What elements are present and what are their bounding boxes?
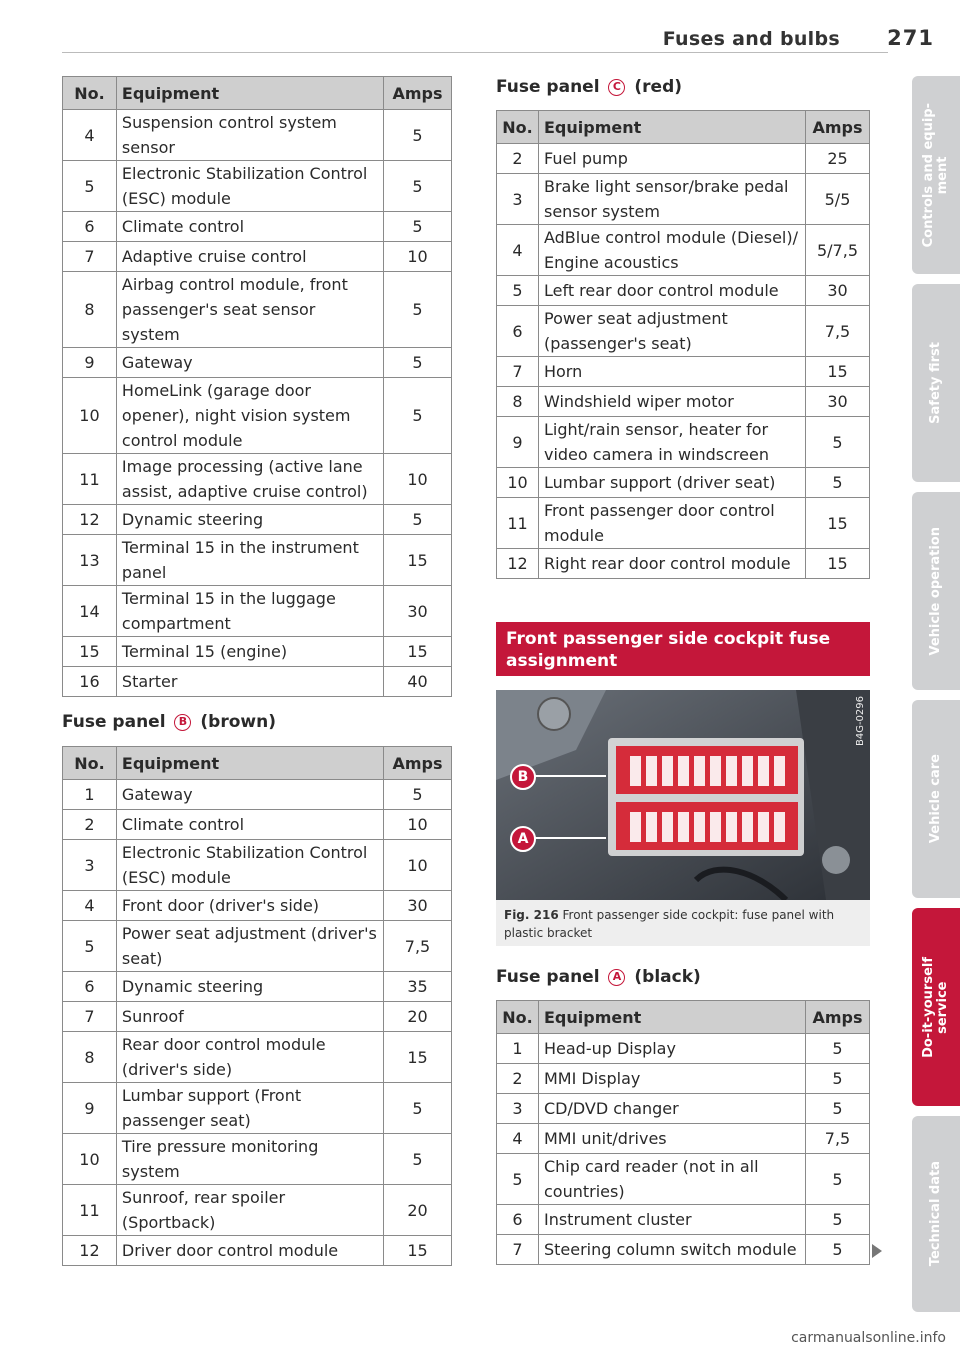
table-row <box>63 1083 452 1134</box>
fuse-equipment: Lumbar support (Front passenger seat) <box>116 1083 383 1134</box>
fuse-equipment: Suspension control system sensor <box>116 110 383 161</box>
table-row <box>63 161 452 212</box>
fuse-equipment: AdBlue control module (Diesel)/ Engine acoustics <box>538 225 805 276</box>
fuse-number: 6 <box>497 306 539 357</box>
fuse-equipment: Right rear door control module <box>538 549 805 579</box>
fuse-amps: 5/5 <box>806 174 870 225</box>
fuse-number: 3 <box>63 840 117 891</box>
col-header-no: No. <box>497 1001 539 1034</box>
fuse-amps: 5 <box>806 1154 870 1205</box>
figure-code: B4G-0296 <box>855 696 866 747</box>
tab-do-it-yourself[interactable] <box>912 908 960 1106</box>
fuse-amps: 20 <box>384 1185 452 1236</box>
fuse-equipment: CD/DVD changer <box>538 1094 805 1124</box>
tab-vehicle-care[interactable] <box>912 700 960 898</box>
fuse-amps: 5 <box>384 110 452 161</box>
fuse-amps: 15 <box>806 357 870 387</box>
table-row <box>63 637 452 667</box>
panel-c-circle-icon: C <box>608 79 625 96</box>
tab-label: Technical data <box>928 1161 943 1267</box>
table-row <box>497 1205 870 1235</box>
fuse-amps: 5 <box>384 505 452 535</box>
fuse-amps: 7,5 <box>384 921 452 972</box>
fuse-table-panel-a <box>496 1000 870 1265</box>
fuse-number: 4 <box>63 110 117 161</box>
fuse-number: 3 <box>497 1094 539 1124</box>
table-row <box>63 505 452 535</box>
table-row <box>497 387 870 417</box>
fuse-number: 6 <box>63 212 117 242</box>
table-row <box>63 454 452 505</box>
page-number: 271 <box>887 26 934 50</box>
fuse-amps: 5 <box>806 1235 870 1265</box>
fuse-amps: 5 <box>806 1094 870 1124</box>
fuse-equipment: Front passenger door control module <box>538 498 805 549</box>
fuse-amps: 5 <box>806 1205 870 1235</box>
fuse-amps: 15 <box>384 535 452 586</box>
fuse-number: 9 <box>63 1083 117 1134</box>
table-row <box>63 272 452 348</box>
fuse-equipment: Dynamic steering <box>116 972 383 1002</box>
fuse-equipment: Climate control <box>116 810 383 840</box>
fuse-equipment: MMI Display <box>538 1064 805 1094</box>
fuse-number: 5 <box>63 161 117 212</box>
fuse-equipment: Tire pressure monitoring system <box>116 1134 383 1185</box>
fuse-equipment: Instrument cluster <box>538 1205 805 1235</box>
table-row <box>63 586 452 637</box>
col-header-equipment: Equipment <box>116 747 383 780</box>
fuse-number: 16 <box>63 667 117 697</box>
table-row <box>63 1032 452 1083</box>
fuse-equipment: Left rear door control module <box>538 276 805 306</box>
fuse-amps: 5 <box>384 1083 452 1134</box>
table-row <box>63 667 452 697</box>
fuse-number: 5 <box>497 276 539 306</box>
fuse-equipment: Power seat adjustment (driver's seat) <box>116 921 383 972</box>
fuse-panel-illustration <box>496 690 870 900</box>
table-row <box>497 1094 870 1124</box>
fuse-amps: 5 <box>384 1134 452 1185</box>
tab-label: Controls and equip- ment <box>921 102 950 248</box>
col-header-no: No. <box>63 77 117 110</box>
table-row <box>63 110 452 161</box>
table-row <box>497 498 870 549</box>
fuse-equipment: Driver door control module <box>116 1236 383 1266</box>
fuse-number: 5 <box>497 1154 539 1205</box>
label-b-callout: B <box>510 764 536 790</box>
fuse-equipment: Image processing (active lane assist, adaptive cruise control) <box>116 454 383 505</box>
fuse-number: 7 <box>63 242 117 272</box>
fuse-amps: 5 <box>384 272 452 348</box>
fuse-number: 9 <box>63 348 117 378</box>
table-row <box>497 1124 870 1154</box>
col-header-no: No. <box>63 747 117 780</box>
table-row <box>63 1002 452 1032</box>
fuse-equipment: Front door (driver's side) <box>116 891 383 921</box>
fuse-amps: 5/7,5 <box>806 225 870 276</box>
table-row <box>63 1134 452 1185</box>
fuse-equipment: Terminal 15 in the instrument panel <box>116 535 383 586</box>
fuse-panel-figure <box>496 690 870 900</box>
heading-suffix: (black) <box>634 967 701 987</box>
heading-prefix: Fuse panel <box>496 967 600 987</box>
fuse-amps: 5 <box>806 417 870 468</box>
table-row <box>497 417 870 468</box>
caption-text: Front passenger side cockpit: fuse panel with plastic bracket <box>504 908 835 940</box>
fuse-amps: 15 <box>384 1236 452 1266</box>
fuse-equipment: Brake light sensor/brake pedal sensor system <box>538 174 805 225</box>
fuse-number: 12 <box>497 549 539 579</box>
fuse-number: 9 <box>497 417 539 468</box>
fuse-equipment: Sunroof <box>116 1002 383 1032</box>
fuse-amps: 10 <box>384 810 452 840</box>
fuse-amps: 15 <box>384 1032 452 1083</box>
fuse-panel-b-heading <box>62 712 276 732</box>
fuse-amps: 15 <box>806 498 870 549</box>
fuse-amps: 10 <box>384 242 452 272</box>
fuse-number: 4 <box>497 225 539 276</box>
fuse-amps: 15 <box>806 549 870 579</box>
fuse-equipment: Fuel pump <box>538 144 805 174</box>
fuse-amps: 5 <box>384 212 452 242</box>
section-banner: Front passenger side cockpit fuse assignment <box>496 622 870 676</box>
fuse-amps: 10 <box>384 454 452 505</box>
tab-label: Safety first <box>928 342 943 424</box>
fuse-table-continued <box>62 76 452 697</box>
fuse-number: 12 <box>63 505 117 535</box>
fuse-equipment: Electronic Stabilization Control (ESC) module <box>116 161 383 212</box>
table-row <box>497 276 870 306</box>
fuse-table-panel-c <box>496 110 870 579</box>
fuse-amps: 30 <box>384 586 452 637</box>
fuse-equipment: Chip card reader (not in all countries) <box>538 1154 805 1205</box>
table-row <box>63 891 452 921</box>
fuse-number: 2 <box>497 144 539 174</box>
fuse-equipment: Terminal 15 (engine) <box>116 637 383 667</box>
fuse-equipment: Starter <box>116 667 383 697</box>
table-row <box>63 840 452 891</box>
table-row <box>497 144 870 174</box>
heading-suffix: (brown) <box>200 712 276 732</box>
table-row <box>497 225 870 276</box>
fuse-equipment: Gateway <box>116 780 383 810</box>
table-row <box>63 780 452 810</box>
col-header-amps: Amps <box>806 111 870 144</box>
fuse-amps: 5 <box>806 1064 870 1094</box>
table-row <box>497 1235 870 1265</box>
fuse-number: 8 <box>63 272 117 348</box>
table-row <box>497 174 870 225</box>
fuse-amps: 5 <box>384 378 452 454</box>
fuse-number: 1 <box>497 1034 539 1064</box>
table-row <box>497 468 870 498</box>
table-row <box>497 1064 870 1094</box>
fuse-number: 15 <box>63 637 117 667</box>
col-header-equipment: Equipment <box>116 77 383 110</box>
panel-b-circle-icon: B <box>174 714 191 731</box>
table-row <box>63 972 452 1002</box>
tab-technical-data[interactable] <box>912 1116 960 1312</box>
fuse-number: 7 <box>63 1002 117 1032</box>
fuse-number: 10 <box>63 1134 117 1185</box>
col-header-amps: Amps <box>384 747 452 780</box>
table-row <box>63 535 452 586</box>
fuse-amps: 7,5 <box>806 1124 870 1154</box>
fuse-number: 11 <box>63 454 117 505</box>
fuse-number: 5 <box>63 921 117 972</box>
fuse-number: 3 <box>497 174 539 225</box>
fuse-number: 7 <box>497 357 539 387</box>
fuse-number: 7 <box>497 1235 539 1265</box>
fuse-amps: 35 <box>384 972 452 1002</box>
table-row <box>63 348 452 378</box>
fuse-number: 6 <box>63 972 117 1002</box>
fuse-amps: 5 <box>384 348 452 378</box>
tab-safety[interactable] <box>912 284 960 482</box>
tab-label: Vehicle operation <box>928 526 943 656</box>
fuse-equipment: Airbag control module, front passenger's seat sensor system <box>116 272 383 348</box>
fuse-number: 4 <box>63 891 117 921</box>
fuse-equipment: MMI unit/drives <box>538 1124 805 1154</box>
fuse-amps: 30 <box>384 891 452 921</box>
fuse-equipment: Lumbar support (driver seat) <box>538 468 805 498</box>
fuse-equipment: Dynamic steering <box>116 505 383 535</box>
fuse-equipment: Windshield wiper motor <box>538 387 805 417</box>
fuse-equipment: Steering column switch module <box>538 1235 805 1265</box>
table-row <box>63 212 452 242</box>
table-row <box>497 1154 870 1205</box>
fuse-number: 6 <box>497 1205 539 1235</box>
table-row <box>497 549 870 579</box>
fuse-number: 14 <box>63 586 117 637</box>
table-row <box>497 306 870 357</box>
fuse-amps: 40 <box>384 667 452 697</box>
heading-prefix: Fuse panel <box>496 77 600 97</box>
fuse-amps: 5 <box>806 1034 870 1064</box>
panel-a-circle-icon: A <box>608 969 625 986</box>
table-row <box>63 1236 452 1266</box>
fuse-equipment: Adaptive cruise control <box>116 242 383 272</box>
fuse-amps: 10 <box>384 840 452 891</box>
tab-controls[interactable] <box>912 76 960 274</box>
fuse-number: 2 <box>63 810 117 840</box>
fuse-table-panel-b <box>62 746 452 1266</box>
fuse-equipment: Sunroof, rear spoiler (Sportback) <box>116 1185 383 1236</box>
fuse-number: 4 <box>497 1124 539 1154</box>
table-row <box>63 1185 452 1236</box>
fuse-equipment: Light/rain sensor, heater for video camera in windscreen <box>538 417 805 468</box>
fuse-equipment: Head-up Display <box>538 1034 805 1064</box>
fuse-number: 10 <box>63 378 117 454</box>
fuse-amps: 5 <box>384 780 452 810</box>
label-a-callout: A <box>510 826 536 852</box>
fuse-number: 12 <box>63 1236 117 1266</box>
fuse-amps: 20 <box>384 1002 452 1032</box>
fuse-equipment: HomeLink (garage door opener), night vision system control module <box>116 378 383 454</box>
fuse-number: 8 <box>63 1032 117 1083</box>
watermark: carmanualsonline.info <box>791 1330 946 1346</box>
table-row <box>63 242 452 272</box>
header-divider <box>62 52 888 53</box>
fuse-amps: 15 <box>384 637 452 667</box>
heading-prefix: Fuse panel <box>62 712 166 732</box>
fuse-equipment: Horn <box>538 357 805 387</box>
fuse-panel-a-heading <box>496 967 701 987</box>
col-header-no: No. <box>497 111 539 144</box>
fuse-number: 13 <box>63 535 117 586</box>
fuse-number: 11 <box>497 498 539 549</box>
fuse-panel-c-heading <box>496 77 682 97</box>
col-header-amps: Amps <box>384 77 452 110</box>
tab-label: Vehicle care <box>928 754 943 844</box>
fuse-amps: 25 <box>806 144 870 174</box>
col-header-amps: Amps <box>806 1001 870 1034</box>
fuse-number: 1 <box>63 780 117 810</box>
fuse-equipment: Terminal 15 in the luggage compartment <box>116 586 383 637</box>
caption-number: Fig. 216 <box>504 908 559 922</box>
fuse-equipment: Climate control <box>116 212 383 242</box>
table-row <box>497 1034 870 1064</box>
fuse-amps: 30 <box>806 276 870 306</box>
fuse-equipment: Rear door control module (driver's side) <box>116 1032 383 1083</box>
fuse-amps: 5 <box>806 468 870 498</box>
continue-arrow-icon <box>872 1244 882 1258</box>
fuse-number: 8 <box>497 387 539 417</box>
fuse-equipment: Gateway <box>116 348 383 378</box>
fuse-number: 10 <box>497 468 539 498</box>
fuse-equipment: Electronic Stabilization Control (ESC) module <box>116 840 383 891</box>
table-row <box>63 378 452 454</box>
fuse-number: 11 <box>63 1185 117 1236</box>
figure-caption <box>496 900 870 946</box>
page-header-title: Fuses and bulbs <box>662 28 840 50</box>
col-header-equipment: Equipment <box>538 111 805 144</box>
fuse-amps: 30 <box>806 387 870 417</box>
table-row <box>63 921 452 972</box>
table-row <box>63 810 452 840</box>
fuse-amps: 5 <box>384 161 452 212</box>
heading-suffix: (red) <box>634 77 683 97</box>
tab-vehicle-operation[interactable] <box>912 492 960 690</box>
fuse-equipment: Power seat adjustment (passenger's seat) <box>538 306 805 357</box>
col-header-equipment: Equipment <box>538 1001 805 1034</box>
table-row <box>497 357 870 387</box>
tab-label: Do-it-yourself service <box>921 956 950 1058</box>
fuse-amps: 7,5 <box>806 306 870 357</box>
fuse-number: 2 <box>497 1064 539 1094</box>
